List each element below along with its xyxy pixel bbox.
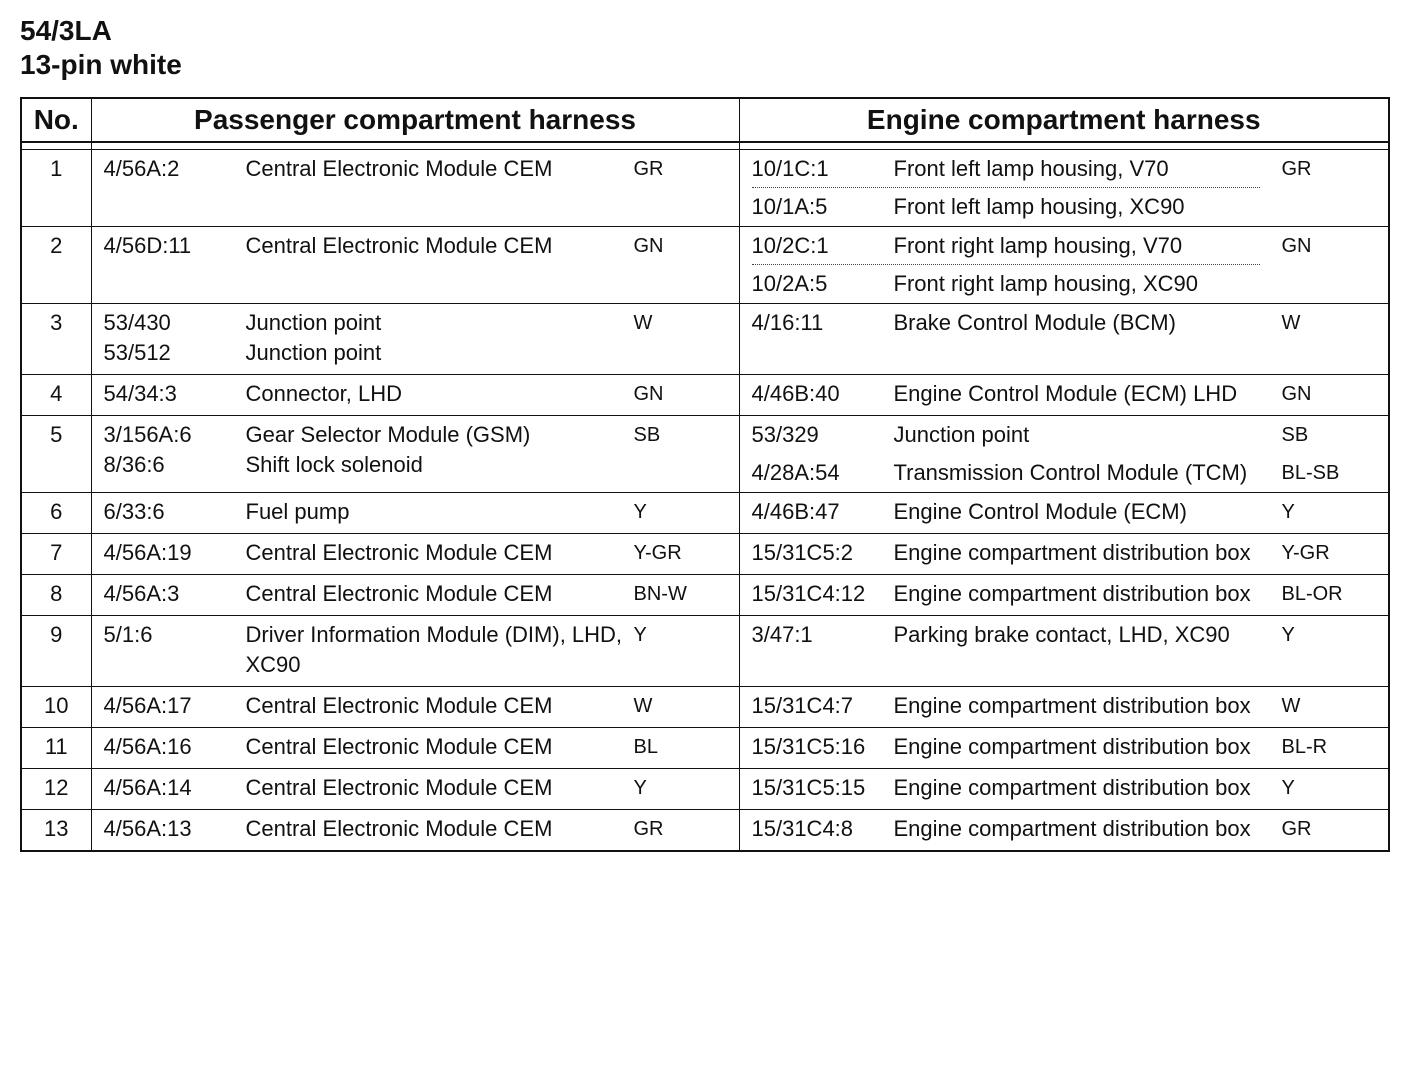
passenger-connector-code: 4/56A:17: [103, 693, 192, 718]
engine-entry: [740, 810, 1389, 848]
table-row: [21, 728, 1389, 769]
engine-entry: [740, 493, 1389, 531]
pin-number-cell: [21, 575, 91, 616]
engine-connector-code: 4/46B:47: [751, 499, 840, 524]
passenger-wire-color: W: [633, 312, 653, 334]
engine-connector-code: 15/31C5:16: [751, 734, 866, 759]
engine-wire-color: W: [1281, 695, 1301, 717]
engine-component-name: Engine Control Module (ECM) LHD: [893, 381, 1238, 406]
passenger-cell: [91, 728, 739, 769]
passenger-connector-code: 54/34:3: [103, 381, 177, 406]
engine-entry: [740, 416, 1389, 454]
passenger-connector-code: 8/36:6: [103, 452, 165, 477]
passenger-component-name: Central Electronic Module CEM: [245, 734, 553, 759]
pin-number-cell: [21, 728, 91, 769]
passenger-cell: [91, 810, 739, 852]
engine-entry: [740, 687, 1389, 725]
engine-component-name: Front left lamp housing, XC90: [893, 194, 1185, 219]
passenger-component-name: Junction point: [245, 340, 382, 365]
pin-number: 4: [50, 381, 63, 406]
pin-number: 11: [44, 734, 68, 759]
pin-number: 8: [50, 581, 63, 606]
engine-entry: [740, 454, 1389, 492]
pin-number: 6: [50, 499, 63, 524]
pin-number-cell: [21, 150, 91, 227]
engine-wire-color: BL-OR: [1281, 583, 1343, 605]
passenger-wire-color: GR: [633, 158, 664, 180]
passenger-component-name: Central Electronic Module CEM: [245, 693, 553, 718]
engine-cell: [739, 810, 1389, 852]
engine-connector-code: 4/46B:40: [751, 381, 840, 406]
connector-description: 13-pin white: [20, 49, 182, 80]
engine-entry: [740, 265, 1389, 303]
engine-component-name: Engine Control Module (ECM): [893, 499, 1187, 524]
passenger-component-name: Central Electronic Module CEM: [245, 816, 553, 841]
pin-number-cell: [21, 534, 91, 575]
table-row: [21, 769, 1389, 810]
passenger-cell: [91, 150, 739, 227]
table-row: [21, 575, 1389, 616]
engine-connector-code: 10/1A:5: [751, 194, 828, 219]
engine-entry: [740, 616, 1389, 654]
passenger-wire-color: GN: [633, 383, 664, 405]
passenger-connector-code: 4/56A:14: [103, 775, 192, 800]
engine-connector-code: 15/31C5:2: [751, 540, 854, 565]
engine-component-name: Engine compartment distribution box: [893, 734, 1251, 759]
engine-cell: [739, 150, 1389, 227]
engine-component-name: Engine compartment distribution box: [893, 693, 1251, 718]
engine-component-name: Engine compartment distribution box: [893, 540, 1251, 565]
engine-wire-color: Y: [1281, 777, 1295, 799]
engine-component-name: Junction point: [893, 422, 1030, 447]
engine-entry: [740, 375, 1389, 413]
passenger-component-name: Connector, LHD: [245, 381, 403, 406]
engine-component-name: Front right lamp housing, V70: [893, 233, 1183, 258]
engine-cell: [739, 416, 1389, 493]
passenger-component-name: Central Electronic Module CEM: [245, 775, 553, 800]
passenger-connector-code: 5/1:6: [103, 622, 153, 647]
engine-connector-code: 4/28A:54: [751, 460, 840, 485]
pin-number: 3: [50, 310, 63, 335]
table-row: [21, 416, 1389, 493]
engine-connector-code: 15/31C4:7: [751, 693, 854, 718]
engine-wire-color: GR: [1281, 158, 1312, 180]
pin-number-cell: [21, 616, 91, 687]
passenger-cell: [91, 534, 739, 575]
table-row: [21, 375, 1389, 416]
engine-cell: [739, 534, 1389, 575]
col-header-engine: Engine compartment harness: [866, 104, 1261, 135]
page-title: [20, 14, 182, 82]
engine-cell: [739, 616, 1389, 687]
passenger-connector-code: 4/56A:13: [103, 816, 192, 841]
engine-entry: [740, 728, 1389, 766]
pin-number: 12: [44, 775, 69, 800]
passenger-wire-color: GN: [633, 235, 664, 257]
passenger-wire-color: GR: [633, 818, 664, 840]
passenger-component-name: Central Electronic Module CEM: [245, 156, 553, 181]
engine-component-name: Front right lamp housing, XC90: [893, 271, 1198, 296]
engine-component-name: Engine compartment distribution box: [893, 816, 1251, 841]
passenger-cell: [91, 493, 739, 534]
engine-connector-code: 53/329: [751, 422, 819, 447]
passenger-cell: [91, 575, 739, 616]
table-row: [21, 150, 1389, 227]
engine-wire-color: [1282, 269, 1382, 299]
engine-wire-color: SB: [1281, 424, 1309, 446]
passenger-wire-color: Y-GR: [633, 542, 682, 564]
engine-component-name: Brake Control Module (BCM): [893, 310, 1176, 335]
engine-wire-color: GN: [1281, 383, 1312, 405]
passenger-component-name: Driver Information Module (DIM), LHD, XC90: [245, 622, 623, 677]
table-row: [21, 493, 1389, 534]
engine-wire-color: GN: [1281, 235, 1312, 257]
engine-cell: [739, 575, 1389, 616]
engine-wire-color: BL-R: [1281, 736, 1328, 758]
passenger-connector-code: 3/156A:6: [103, 422, 192, 447]
engine-cell: [739, 687, 1389, 728]
table-row: [21, 616, 1389, 687]
pin-number: 10: [44, 693, 69, 718]
engine-entry: [740, 575, 1389, 613]
pin-number-cell: [21, 493, 91, 534]
pin-number-cell: [21, 304, 91, 375]
passenger-cell: [91, 616, 739, 687]
engine-component-name: Front left lamp housing, V70: [893, 156, 1169, 181]
engine-entry: [740, 304, 1389, 342]
table-row: [21, 534, 1389, 575]
passenger-connector-code: 4/56D:11: [103, 233, 192, 258]
connector-id: 54/3LA: [20, 15, 112, 46]
table-row: [21, 227, 1389, 304]
engine-component-name: Engine compartment distribution box: [893, 775, 1251, 800]
engine-entry: [740, 769, 1389, 807]
engine-connector-code: 10/1C:1: [751, 156, 829, 181]
passenger-wire-color: Y: [633, 777, 647, 799]
table-body: [21, 150, 1389, 852]
engine-cell: [739, 728, 1389, 769]
engine-entry: [740, 150, 1389, 188]
engine-connector-code: 15/31C4:8: [751, 816, 854, 841]
engine-wire-color: Y: [1281, 501, 1295, 523]
table-row: [21, 810, 1389, 852]
passenger-connector-code: 53/512: [103, 340, 171, 365]
pin-number-cell: [21, 227, 91, 304]
engine-connector-code: 10/2A:5: [751, 271, 828, 296]
pin-number-cell: [21, 687, 91, 728]
pin-number: 1: [50, 156, 63, 181]
passenger-connector-code: 53/430: [103, 310, 171, 335]
engine-connector-code: 10/2C:1: [751, 233, 829, 258]
col-header-passenger: Passenger compartment harness: [91, 98, 739, 142]
passenger-connector-code: 6/33:6: [103, 499, 165, 524]
engine-wire-color: BL-SB: [1281, 462, 1340, 484]
engine-connector-code: 4/16:11: [751, 310, 824, 335]
table-row: [21, 304, 1389, 375]
passenger-connector-code: 4/56A:16: [103, 734, 192, 759]
passenger-component-name: Central Electronic Module CEM: [245, 581, 553, 606]
passenger-cell: [91, 375, 739, 416]
passenger-connector-code: 4/56A:3: [103, 581, 180, 606]
pin-number-cell: [21, 416, 91, 493]
header-separator: [21, 142, 1389, 150]
passenger-cell: [91, 304, 739, 375]
passenger-cell: [91, 687, 739, 728]
passenger-wire-color: Y: [633, 501, 647, 523]
engine-cell: [739, 375, 1389, 416]
table-header-row: [21, 98, 1389, 142]
pin-number-cell: [21, 810, 91, 852]
pin-number: 5: [50, 422, 63, 447]
passenger-wire-color: BN-W: [633, 583, 687, 605]
passenger-cell: [91, 416, 739, 493]
passenger-wire-color: BL: [633, 736, 658, 758]
passenger-component-name: Gear Selector Module (GSM): [245, 422, 531, 447]
table-row: [21, 687, 1389, 728]
pin-number: 2: [50, 233, 63, 258]
engine-wire-color: [1282, 192, 1382, 222]
pinout-table: [20, 97, 1390, 852]
passenger-connector-code: 4/56A:19: [103, 540, 192, 565]
engine-cell: [739, 769, 1389, 810]
passenger-component-name: Central Electronic Module CEM: [245, 540, 553, 565]
passenger-wire-color: SB: [633, 424, 661, 446]
pin-number: 7: [50, 540, 63, 565]
engine-entry: [740, 227, 1389, 265]
engine-connector-code: 3/47:1: [751, 622, 813, 647]
engine-wire-color: Y: [1281, 624, 1295, 646]
passenger-component-name: Shift lock solenoid: [245, 452, 423, 477]
engine-cell: [739, 227, 1389, 304]
engine-wire-color: GR: [1281, 818, 1312, 840]
pin-number-cell: [21, 375, 91, 416]
engine-entry: [740, 188, 1389, 226]
passenger-wire-color: W: [633, 695, 653, 717]
pin-number: 9: [50, 622, 63, 647]
engine-component-name: Parking brake contact, LHD, XC90: [893, 622, 1230, 647]
engine-cell: [739, 304, 1389, 375]
engine-component-name: Transmission Control Module (TCM): [893, 460, 1248, 485]
engine-connector-code: 15/31C4:12: [751, 581, 866, 606]
engine-entry: [740, 534, 1389, 572]
engine-wire-color: W: [1281, 312, 1301, 334]
passenger-cell: [91, 227, 739, 304]
pin-number-cell: [21, 769, 91, 810]
engine-cell: [739, 493, 1389, 534]
passenger-wire-color: Y: [633, 624, 647, 646]
engine-component-name: Engine compartment distribution box: [893, 581, 1251, 606]
passenger-cell: [91, 769, 739, 810]
engine-wire-color: Y-GR: [1281, 542, 1330, 564]
passenger-component-name: Central Electronic Module CEM: [245, 233, 553, 258]
pin-number: 13: [44, 816, 69, 841]
engine-connector-code: 15/31C5:15: [751, 775, 866, 800]
passenger-component-name: Fuel pump: [245, 499, 350, 524]
passenger-component-name: Junction point: [245, 310, 382, 335]
passenger-connector-code: 4/56A:2: [103, 156, 180, 181]
col-header-no: No.: [21, 98, 91, 142]
